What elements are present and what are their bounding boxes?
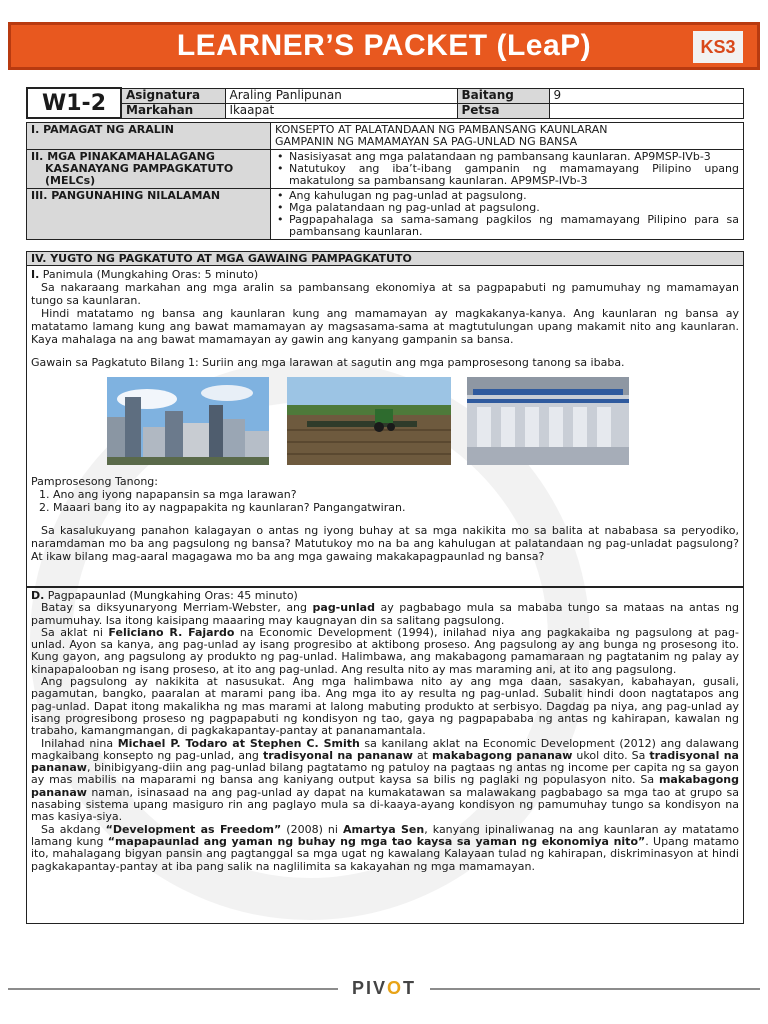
work-title: “Development as Freedom” (105, 822, 282, 836)
text-run: Inilahad nina (41, 736, 118, 750)
panimula-paragraph-1: Sa nakaraang markahan ang mga aralin sa pambansang ekonomiya at sa pagpapabuti ng pamumuhay ng mamamayan tungo sa kaunlaran. (31, 281, 739, 307)
melcs-label-line-2: KASANAYANG PAMPAGKATUTO (45, 162, 234, 175)
text-run: naman, isinasaad na ang pag-unlad ay dapat na kumakatawan sa malawakang pagbabago sa mga tao at grupo sa nasabing sistema upang masiguro rin ang paglayo mula sa di-kaaya-ayang kondisyon ng pamumuhay tungo sa kondisyon na mas kasiya-siya. (31, 785, 739, 824)
melcs-list (275, 151, 739, 187)
pagpapaunlad-paragraph-4 (31, 738, 739, 824)
panimula-heading (31, 268, 739, 281)
baitang-label: Baitang (457, 88, 549, 103)
section-4-heading: IV. YUGTO NG PAGKATUTO AT MGA GAWAING PAMPAGKATUTO (26, 251, 744, 265)
term-makabago: makabagong pananaw (31, 773, 739, 799)
author-todaro-smith: Michael P. Todaro at Stephen C. Smith (117, 736, 360, 750)
pagpapaunlad-paragraph-3: Ang pagsulong ay nakikita at nasusukat. Ang mga halimbawa nito ay ang mga daan, sasakyan, kabahayan, gusali, pagamutan, bangko, paaralan at marami pang iba. Ang mga ito ay resulta ng pag-unlad. Subalit hindi doon nagtatapos ang pag-unlad. Dapat itong makalikha ng mas marami at lalong mabuting produkto at serbisyo. Dagdag pa niya, ang pag-unlad ay isang progresibong proseso ng pagpapabuti ng kondisyon ng tao, gaya ng pagpapababa ng antas ng kahirapan, kawalan ng trabaho, kamangmangan, di pagkakapantay-pantay at pananamantala. (31, 675, 739, 738)
factory-machinery-image (467, 377, 629, 465)
pagpapaunlad-title: Pagpapaunlad (Mungkahing Oras: 45 minuto) (44, 589, 298, 602)
meta-table (26, 87, 744, 119)
author-fajardo: Feliciano R. Fajardo (108, 625, 235, 639)
ks3-badge: KS3 (693, 31, 743, 63)
page-banner (8, 22, 760, 70)
panimula-paragraph-2: Hindi matatamo ng bansa ang kaunlaran kung ang mamamayan ay magkakanya-kanya. Ang kaunlaran ng bansa ay matatamo lamang kung ang bawat mamamayan ay magsasama-sama at magtutulungan upang makamit nito ang kaunlaran. Kaya mahalaga na ang bawat mamamayan ay gawin ang kanyang gampanin sa bansa. (31, 307, 739, 346)
melcs-label (27, 150, 271, 189)
tanong-list (31, 488, 739, 514)
activity-pictures (31, 377, 739, 469)
text-run: na Economic Development (1994), inilahad niya ang pagkakaiba ng pagsulong at pag-unlad. Ayon sa kanya, ang pag-unlad ay isang progresibo at aktibong proseso. Ang pagsulong ay ang bunga ng prosesong ito. Kung gayon, ang pagsulong ay produkto ng pag-unlad. Halimbawa, ang makabagong pamamaraan ng pagtatanim ng palay ay kinapapalooban ng isang proseso, at ito ang pag-unlad. Ang resulta nito ay mas maraming ani, at ito ang pagsulong. (31, 625, 739, 676)
text-run: , kanyang ipinaliwanag na ang kaunlaran ay matatamo lamang kung (31, 822, 739, 848)
markahan-value: Ikaapat (225, 103, 457, 118)
pagpapaunlad-paragraph-1 (31, 602, 739, 627)
section-4-body (26, 265, 744, 587)
term-tradisyonal: tradisyonal na pananaw (262, 748, 413, 762)
pagpapaunlad-letter: D. (31, 589, 45, 602)
author-sen: Amartya Sen (342, 822, 425, 836)
term-tradisyonal: tradisyonal na pananaw (31, 748, 739, 775)
city-skyline-image (107, 377, 269, 465)
text-run: at (412, 748, 433, 762)
text-run: Sa akdang (41, 822, 106, 836)
petsa-value (549, 103, 744, 118)
tanong-title: Pamprosesong Tanong: (31, 475, 158, 488)
term-pag-unlad: pag-unlad (312, 601, 375, 615)
pamagat-line-2: GAMPANIN NG MAMAMAYAN SA PAG-UNLAD NG BANSA (275, 135, 578, 148)
gawain-instruction: Gawain sa Pagkatuto Bilang 1: Suriin ang mga larawan at sagutin ang mga pamprosesong tanong sa ibaba. (31, 356, 625, 369)
text-run: , binibigyang-diin ang pag-unlad bilang pagtatamo ng patuloy na pagtaas ng antas ng income per capita ng sa gayon ay mas mabilis na maparami ng bansa ang kaniyang output kaysa sa bilis ng paglaki ng populasyon nito. Sa (31, 761, 739, 787)
asignatura-label: Asignatura (121, 88, 225, 103)
logo-part: PIV (351, 978, 387, 998)
term-makabago: makabagong pananaw (432, 748, 573, 762)
text-run: Batay sa diksyunaryong Merriam-Webster, ang (41, 601, 313, 615)
tractor-field-image (287, 377, 451, 465)
text-run: ukol dito. Sa (572, 748, 650, 762)
baitang-value: 9 (549, 88, 744, 103)
melcs-label-line-3: (MELCs) (45, 174, 96, 187)
text-run: (2008) ni (281, 822, 343, 836)
list-item: 1. Ano ang iyong napapansin sa mga larawan? (39, 488, 297, 501)
petsa-label: Petsa (457, 103, 549, 118)
pagpapaunlad-paragraph-5 (31, 824, 739, 873)
list-item: 2. Maaari bang ito ay nagpapakita ng kaunlaran? Pangangatwiran. (39, 501, 406, 514)
melcs-list-cell (271, 150, 744, 189)
sen-quote: “mapapaunlad ang yaman ng buhay ng mga tao kaysa sa yaman ng ekonomiya nito” (107, 834, 646, 848)
melcs-label-line-1: II. MGA PINAKAMAHALAGANG (31, 150, 215, 163)
text-run: Sa aklat ni (41, 625, 109, 639)
banner-title: LEARNER’S PACKET (LeaP) (176, 29, 592, 62)
text-run: . Upang matamo ito, mahalagang bigyan pansin ang pagtanggal sa mga ugat ng kawalang Kalayaan tulad ng kahirapan, diskriminasyon at hindi pagkakapantay-pantay at iba pang salik na naglilimita sa kakayahan ng mga mamamayan. (31, 834, 739, 873)
list-item: • Nasisiyasat ang mga palatandaan ng pambansang kaunlaran. AP9MSP-IVb-3 (275, 151, 739, 163)
pamagat-label: I. PAMAGAT NG ARALIN (27, 123, 271, 150)
markahan-label: Markahan (121, 103, 225, 118)
logo-part: T (403, 978, 417, 998)
asignatura-value: Araling Panlipunan (225, 88, 457, 103)
list-item: • Pagpapahalaga sa sama-samang pagkilos ng mamamayang Pilipino para sa pambansang kaunlaran. (275, 214, 739, 238)
text-run: ay pagbabago mula sa mababa tungo sa mataas na antas ng pamumuhay. Isa itong kaisipang maaaring may kaugnayan din sa salitang pagsulong. (31, 601, 739, 627)
nilalaman-label: III. PANGUNAHING NILALAMAN (27, 189, 271, 240)
section-pagpapaunlad (26, 587, 744, 924)
pamagat-value (271, 123, 744, 150)
text-run: sa kanilang aklat na Economic Development (2012) ang dalawang magkaibang konsepto ng pag-unlad, ang (31, 736, 740, 762)
panimula-letter: I. (31, 268, 40, 281)
pivot-logo (338, 976, 430, 1000)
list-item: • Ang kahulugan ng pag-unlad at pagsulong. (275, 190, 739, 202)
pagpapaunlad-paragraph-2 (31, 627, 739, 676)
week-code: W1-2 (27, 88, 121, 118)
panimula-title: Panimula (Mungkahing Oras: 5 minuto) (39, 268, 259, 281)
lesson-info-table (26, 122, 744, 240)
nilalaman-list-cell (271, 189, 744, 240)
list-item: • Mga palatandaan ng pag-unlad at pagsulong. (275, 202, 739, 214)
pamagat-line-1: KONSEPTO AT PALATANDAAN NG PAMBANSANG KAUNLARAN (275, 123, 608, 136)
panimula-paragraph-3: Sa kasalukuyang panahon kalagayan o antas ng iyong buhay at sa mga nakikita mo sa balita at nababasa sa peryodiko, naramdaman mo ba ang pagsulong ng bansa? Matutukoy mo na ba ang kahulugan at palatandaan ng pag-unladat pagsulong? At ikaw bilang mag-aaral magagawa mo ba ang mga gawaing makakapagpaunlad ng bansa? (31, 524, 739, 563)
list-item: • Natutukoy ang iba’t-ibang gampanin ng mamamayang Pilipino upang makatulong sa pambansang kaunlaran. AP9MSP-IVb-3 (275, 163, 739, 187)
logo-part: O (387, 978, 404, 998)
nilalaman-list (275, 190, 739, 238)
